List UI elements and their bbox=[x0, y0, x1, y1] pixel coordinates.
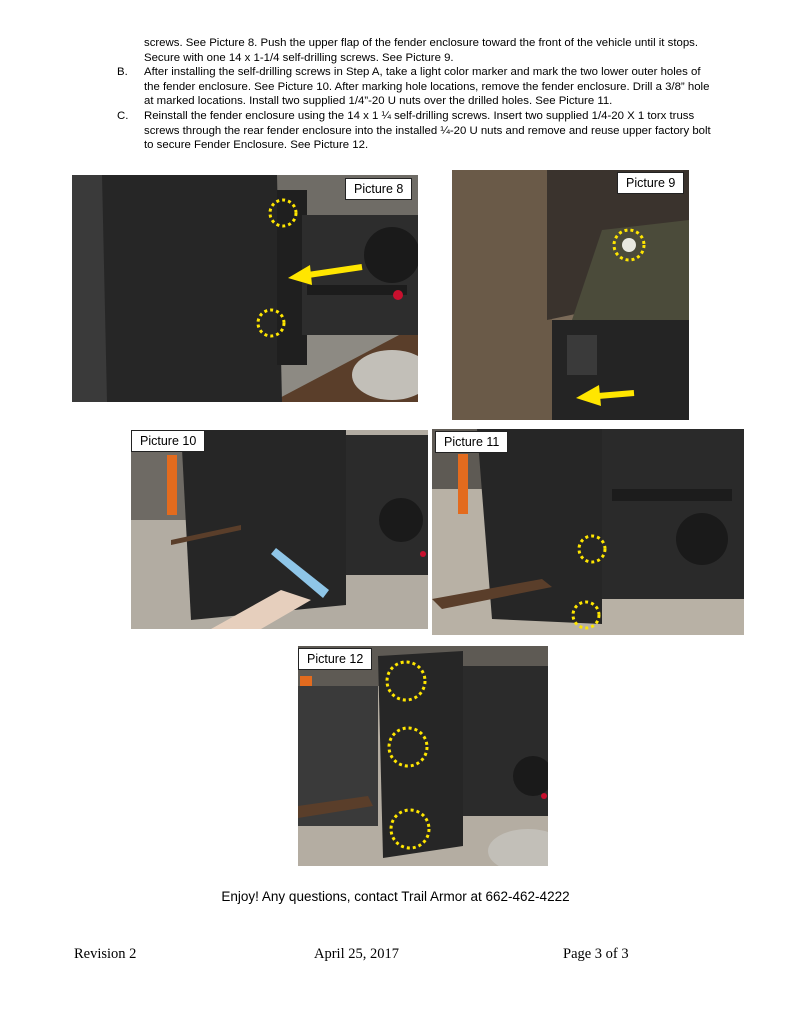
arrow-icon bbox=[576, 385, 634, 406]
marker-circle bbox=[573, 602, 599, 628]
revision-label: Revision 2 bbox=[74, 946, 137, 962]
step-c bbox=[117, 109, 717, 153]
step-b-label: B. bbox=[117, 66, 128, 79]
picture-11-annotations bbox=[432, 429, 744, 635]
marker-circle bbox=[391, 810, 429, 848]
picture-11-caption: Picture 11 bbox=[435, 431, 508, 453]
step-c-text: Reinstall the fender enclosure using the 14 x 1 ¼ self-drilling screws. Insert two supplied 1/4-20 X 1 torx truss screws through the rear fender enclosure into the installed ¼-20 U nuts and remove and reuse upper factory bolt to secure Fender Enclosure. See Picture 12. bbox=[144, 109, 711, 152]
picture-8-caption: Picture 8 bbox=[345, 178, 412, 200]
marker-circle bbox=[258, 310, 284, 336]
marker-circle bbox=[389, 728, 427, 766]
picture-10-photo bbox=[131, 430, 428, 629]
picture-10-caption: Picture 10 bbox=[131, 430, 205, 452]
instructions bbox=[117, 36, 717, 153]
marker-circle bbox=[579, 536, 605, 562]
step-c-label: C. bbox=[117, 109, 129, 122]
picture-9-caption: Picture 9 bbox=[617, 172, 684, 194]
marker-circle bbox=[270, 200, 296, 226]
step-b-text: After installing the self-drilling screws in Step A, take a light color marker and mark the two lower outer holes of the fender enclosure. See Picture 10. After marking hole locations, remove the fender enclosure. Drill a 3/8” hole at marked locations. Install two supplied 1/4”-20 U nuts over the drilled holes. See Picture 11. bbox=[144, 66, 710, 108]
arrow-icon bbox=[288, 265, 362, 285]
picture-9-annotations bbox=[452, 170, 689, 420]
picture-12-annotations bbox=[298, 646, 548, 866]
contact-note: Enjoy! Any questions, contact Trail Armor at 662-462-4222 bbox=[221, 889, 570, 904]
revision-date: April 25, 2017 bbox=[314, 946, 399, 962]
step-a-continuation: screws. See Picture 8. Push the upper flap of the fender enclosure toward the front of the vehicle until it stops. Secure with one 14 x 1-1/4 self-drilling screws. See Picture 9. bbox=[144, 37, 699, 64]
marker-circle bbox=[387, 662, 425, 700]
picture-8-annotations bbox=[72, 175, 418, 402]
screw-head bbox=[622, 238, 636, 252]
picture-12-caption: Picture 12 bbox=[298, 648, 372, 670]
page-number: Page 3 of 3 bbox=[563, 946, 629, 962]
step-b bbox=[117, 65, 717, 109]
